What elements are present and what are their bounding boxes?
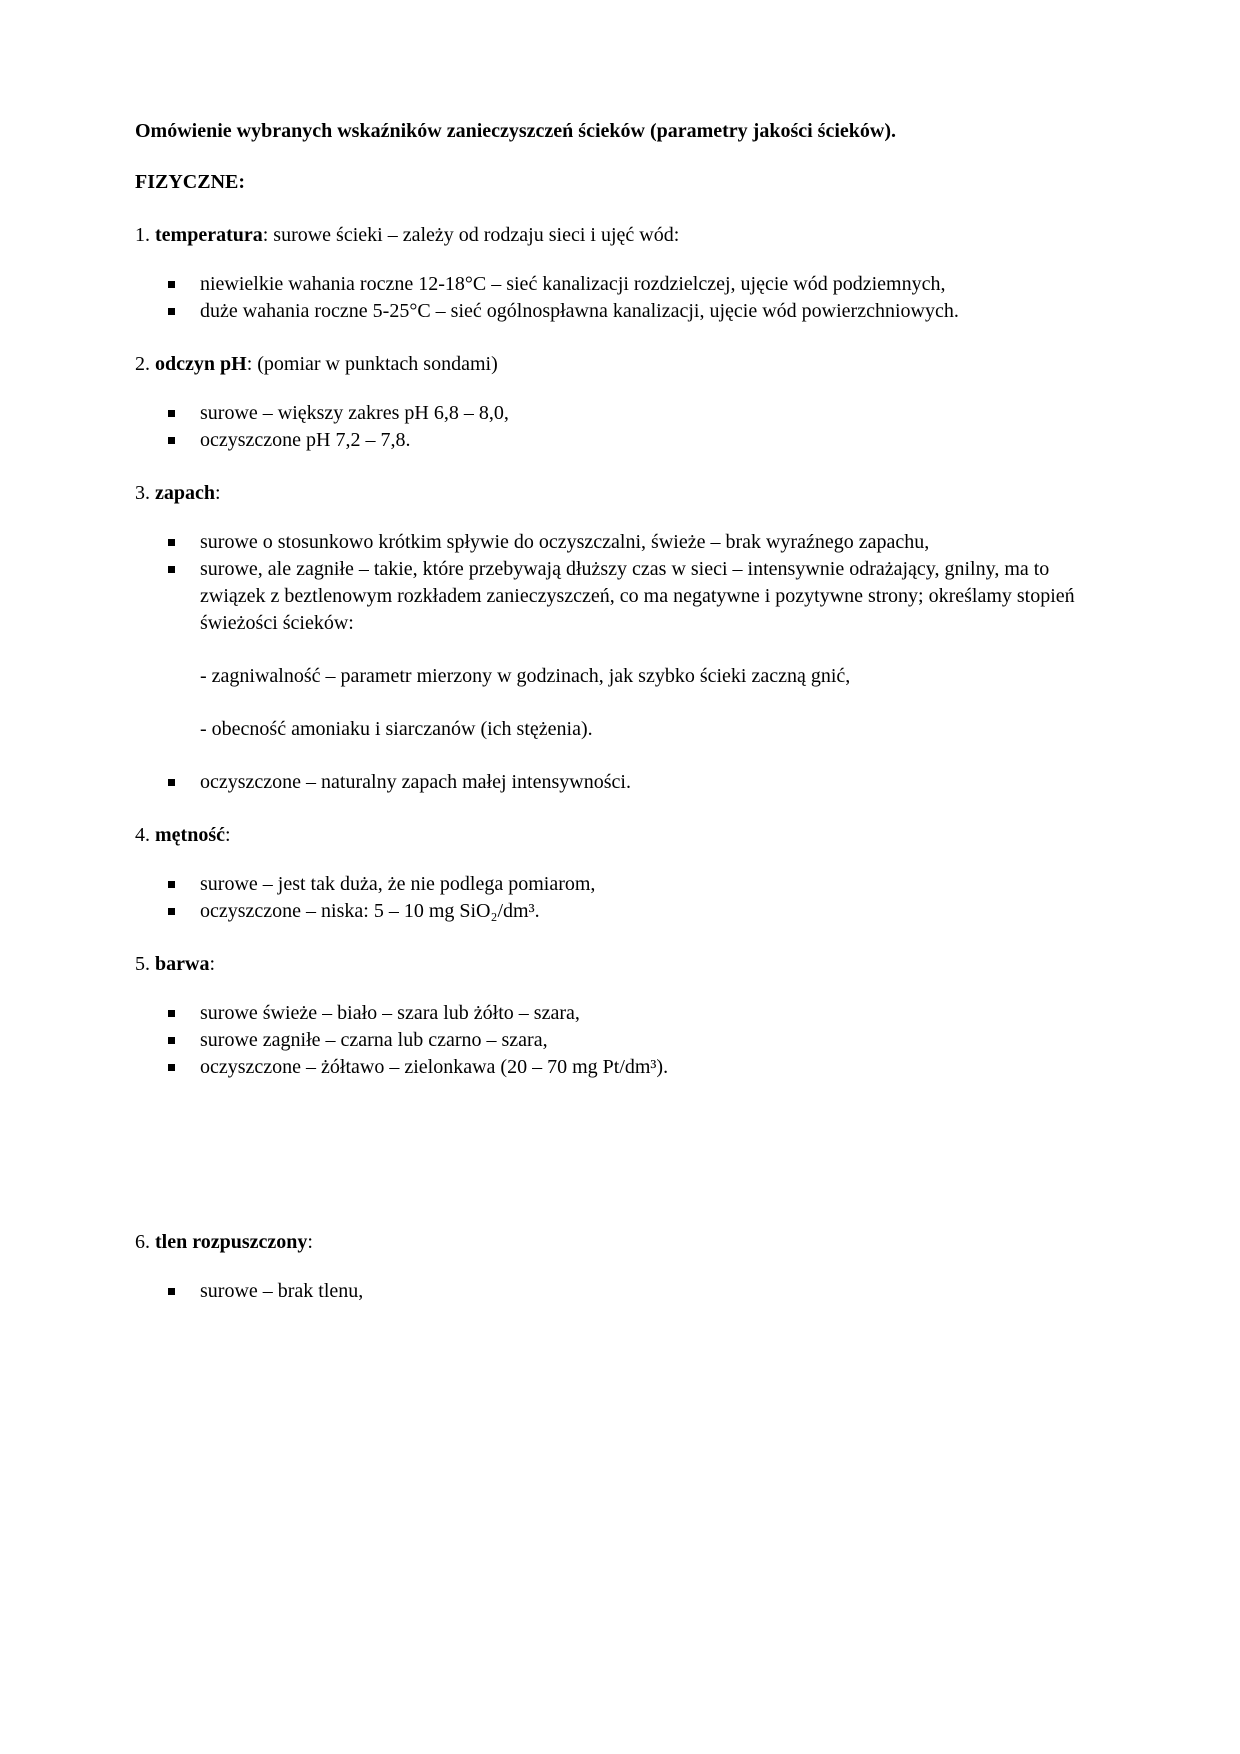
section-rest: : (pomiar w punktach sondami)	[246, 353, 498, 375]
section-rest: : surowe ścieki – zależy od rodzaju sieci i ujęć wód:	[262, 224, 680, 246]
bullet-list	[135, 1000, 1102, 1081]
bullet-list	[135, 871, 1102, 925]
section-number: 6.	[135, 1231, 155, 1253]
section-odczyn-ph	[135, 351, 1102, 454]
section-number: 1.	[135, 224, 155, 246]
section-term: odczyn pH	[155, 353, 247, 375]
bullet-item: surowe – jest tak duża, że nie podlega pomiarom,	[200, 871, 1102, 898]
section-heading	[135, 222, 1102, 249]
section-number: 4.	[135, 824, 155, 846]
document-title: Omówienie wybranych wskaźników zanieczyszczeń ścieków (parametry jakości ścieków).	[135, 120, 897, 142]
bullet-item: surowe świeże – biało – szara lub żółto – szara,	[200, 1000, 1102, 1027]
group-heading-fizyczne: FIZYCZNE:	[135, 171, 246, 193]
bullet-list	[135, 529, 1102, 637]
dash-note: - zagniwalność – parametr mierzony w godzinach, jak szybko ścieki zaczną gnić,	[200, 665, 851, 687]
section-term: barwa	[155, 953, 210, 975]
section-barwa	[135, 951, 1102, 1081]
bullet-item: niewielkie wahania roczne 12-18°C – sieć kanalizacji rozdzielczej, ujęcie wód podziemnych,	[200, 271, 1102, 298]
bullet-item: oczyszczone pH 7,2 – 7,8.	[200, 427, 1102, 454]
bullet-item: oczyszczone – naturalny zapach małej intensywności.	[200, 769, 1102, 796]
bullet-item: surowe – brak tlenu,	[200, 1278, 1102, 1305]
section-metnosc	[135, 822, 1102, 925]
bullet-item: duże wahania roczne 5-25°C – sieć ogólnospławna kanalizacji, ujęcie wód powierzchniowych.	[200, 298, 1102, 325]
section-number: 5.	[135, 953, 155, 975]
section-heading	[135, 351, 1102, 378]
section-number: 2.	[135, 353, 155, 375]
bullet-list	[135, 1278, 1102, 1305]
section-zapach	[135, 480, 1102, 796]
bullet-list	[135, 271, 1102, 325]
section-heading	[135, 951, 1102, 978]
section-heading	[135, 1229, 1102, 1256]
section-tlen-rozpuszczony	[135, 1229, 1102, 1305]
section-temperatura	[135, 222, 1102, 325]
section-rest: :	[307, 1231, 313, 1253]
section-heading	[135, 822, 1102, 849]
bullet-item: surowe – większy zakres pH 6,8 – 8,0,	[200, 400, 1102, 427]
section-rest: :	[209, 953, 216, 975]
section-rest: :	[215, 482, 221, 504]
section-number: 3.	[135, 482, 155, 504]
section-term: tlen rozpuszczony	[155, 1231, 308, 1253]
bullet-list	[135, 769, 1102, 796]
section-term: temperatura	[155, 224, 263, 246]
dash-note: - obecność amoniaku i siarczanów (ich stężenia).	[200, 718, 593, 740]
section-term: mętność	[155, 824, 225, 846]
section-rest: :	[224, 824, 231, 846]
bullet-list	[135, 400, 1102, 454]
bullet-item: oczyszczone – niska: 5 – 10 mg SiO₂/dm³.	[200, 898, 1102, 925]
bullet-item: oczyszczone – żółtawo – zielonkawa (20 – 70 mg Pt/dm³).	[200, 1054, 1102, 1081]
bullet-item: surowe zagniłe – czarna lub czarno – szara,	[200, 1027, 1102, 1054]
bullet-item: surowe o stosunkowo krótkim spływie do oczyszczalni, świeże – brak wyraźnego zapachu,	[200, 529, 1102, 556]
bullet-item: surowe, ale zagniłe – takie, które przebywają dłuższy czas w sieci – intensywnie odrażający, gnilny, ma to związek z beztlenowym rozkładem zanieczyszczeń, co ma negatywne i pozytywne strony; określamy stopień świeżości ścieków:	[200, 556, 1102, 637]
section-term: zapach	[155, 482, 215, 504]
section-heading	[135, 480, 1102, 507]
